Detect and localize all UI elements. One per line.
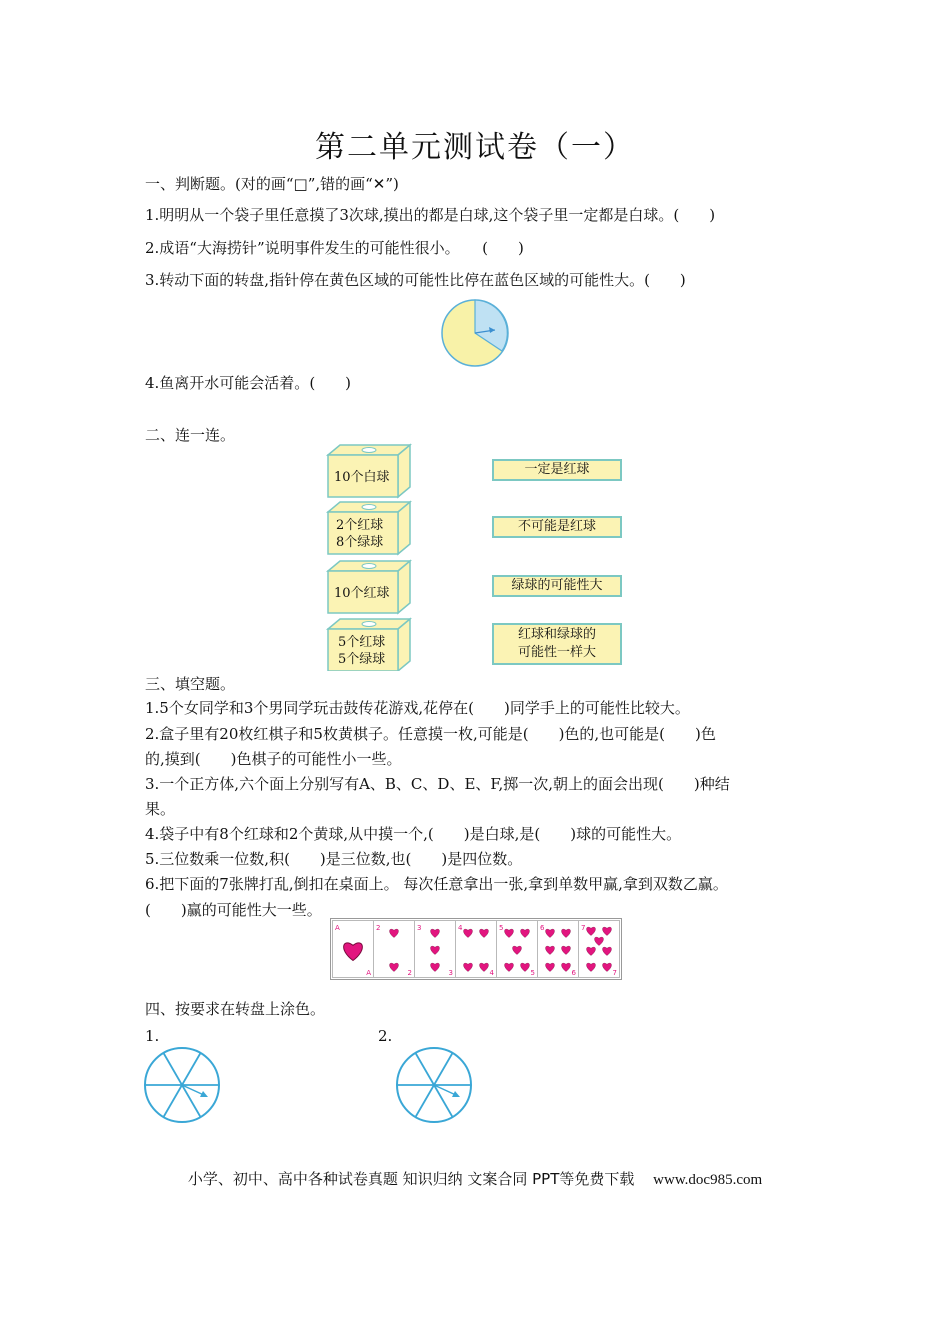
- spinner-1-number: 1.: [145, 1027, 160, 1045]
- fill-line-6: 4.袋子中有8个红球和2个黄球,从中摸一个,( )是白球,是( )球的可能性大。: [145, 825, 682, 843]
- fill-line-1: 1.5个女同学和3个男同学玩击鼓传花游戏,花停在( )同学手上的可能性比较大。: [145, 699, 690, 717]
- footer: [0, 1168, 950, 1189]
- question-1-3: 3.转动下面的转盘,指针停在黄色区域的可能性比停在蓝色区域的可能性大。( ): [145, 271, 686, 289]
- question-1-1: 1.明明从一个袋子里任意摸了3次球,摸出的都是白球,这个袋子里一定都是白球。( ): [145, 206, 716, 224]
- box-3-label: 10个红球: [334, 586, 390, 601]
- card-rank-bottom: A: [366, 969, 371, 977]
- card-rank: 2: [376, 924, 381, 932]
- box-4-label: 5个红球 5个绿球: [338, 635, 386, 667]
- playing-card-A: [332, 920, 374, 978]
- box-1-label: 10个白球: [334, 470, 390, 485]
- fill-line-3: 的,摸到( )色棋子的可能性小一些。: [145, 750, 402, 768]
- card-rank: 3: [417, 924, 422, 932]
- section-2-heading: 二、连一连。: [145, 426, 236, 444]
- fill-line-2: 2.盒子里有20枚红棋子和5枚黄棋子。任意摸一枚,可能是( )色的,也可能是( )色: [145, 725, 716, 743]
- spinner-six-2[interactable]: [392, 1045, 476, 1125]
- fill-line-9: ( )赢的可能性大一些。: [145, 901, 322, 919]
- question-1-2: 2.成语“大海捞针”说明事件发生的可能性很小。 ( ): [145, 239, 524, 257]
- card-rank-bottom: 2: [407, 969, 412, 977]
- page-title: 第二单元测试卷（一）: [315, 130, 635, 165]
- playing-card-5: [496, 920, 538, 978]
- footer-text: 小学、初中、高中各种试卷真题 知识归纳 文案合同 PPT等免费下载: [187, 1170, 635, 1188]
- playing-card-2: [373, 920, 415, 978]
- card-rank-bottom: 3: [448, 969, 453, 977]
- playing-card-4: [455, 920, 497, 978]
- card-rank: 5: [499, 924, 504, 932]
- playing-card-3: [414, 920, 456, 978]
- card-rank-bottom: 6: [571, 969, 576, 977]
- spinner-six-1[interactable]: [140, 1045, 224, 1125]
- fill-line-4: 3.一个正方体,六个面上分别写有A、B、C、D、E、F,掷一次,朝上的面会出现( )种结: [145, 775, 730, 793]
- tag-2: 不可能是红球: [492, 516, 622, 538]
- tag-3: 绿球的可能性大: [492, 575, 622, 597]
- playing-card-7: [578, 920, 620, 978]
- playing-card-6: [537, 920, 579, 978]
- card-rank-bottom: 4: [489, 969, 494, 977]
- card-rank: 6: [540, 924, 545, 932]
- card-rank: 4: [458, 924, 463, 932]
- spinner-yellow-blue: [438, 298, 512, 368]
- question-1-4: 4.鱼离开水可能会活着。( ): [145, 374, 352, 392]
- card-rank-bottom: 7: [612, 969, 617, 977]
- section-3-heading: 三、填空题。: [145, 675, 236, 693]
- section-1-heading: 一、判断题。(对的画“□”,错的画“✕”): [145, 175, 399, 193]
- section-4-heading: 四、按要求在转盘上涂色。: [145, 1000, 326, 1018]
- footer-url[interactable]: www.doc985.com: [653, 1172, 763, 1188]
- fill-line-7: 5.三位数乘一位数,积( )是三位数,也( )是四位数。: [145, 850, 523, 868]
- card-rank: A: [335, 924, 340, 932]
- tag-1: 一定是红球: [492, 459, 622, 481]
- fill-line-8: 6.把下面的7张牌打乱,倒扣在桌面上。 每次任意拿出一张,拿到单数甲赢,拿到双数乙赢。: [145, 875, 728, 893]
- card-rank-bottom: 5: [530, 969, 535, 977]
- spinner-2-number: 2.: [378, 1027, 393, 1045]
- fill-line-5: 果。: [145, 800, 176, 818]
- box-2-label: 2个红球 8个绿球: [336, 518, 384, 550]
- card-rank: 7: [581, 924, 586, 932]
- tag-4: 红球和绿球的 可能性一样大: [492, 623, 622, 665]
